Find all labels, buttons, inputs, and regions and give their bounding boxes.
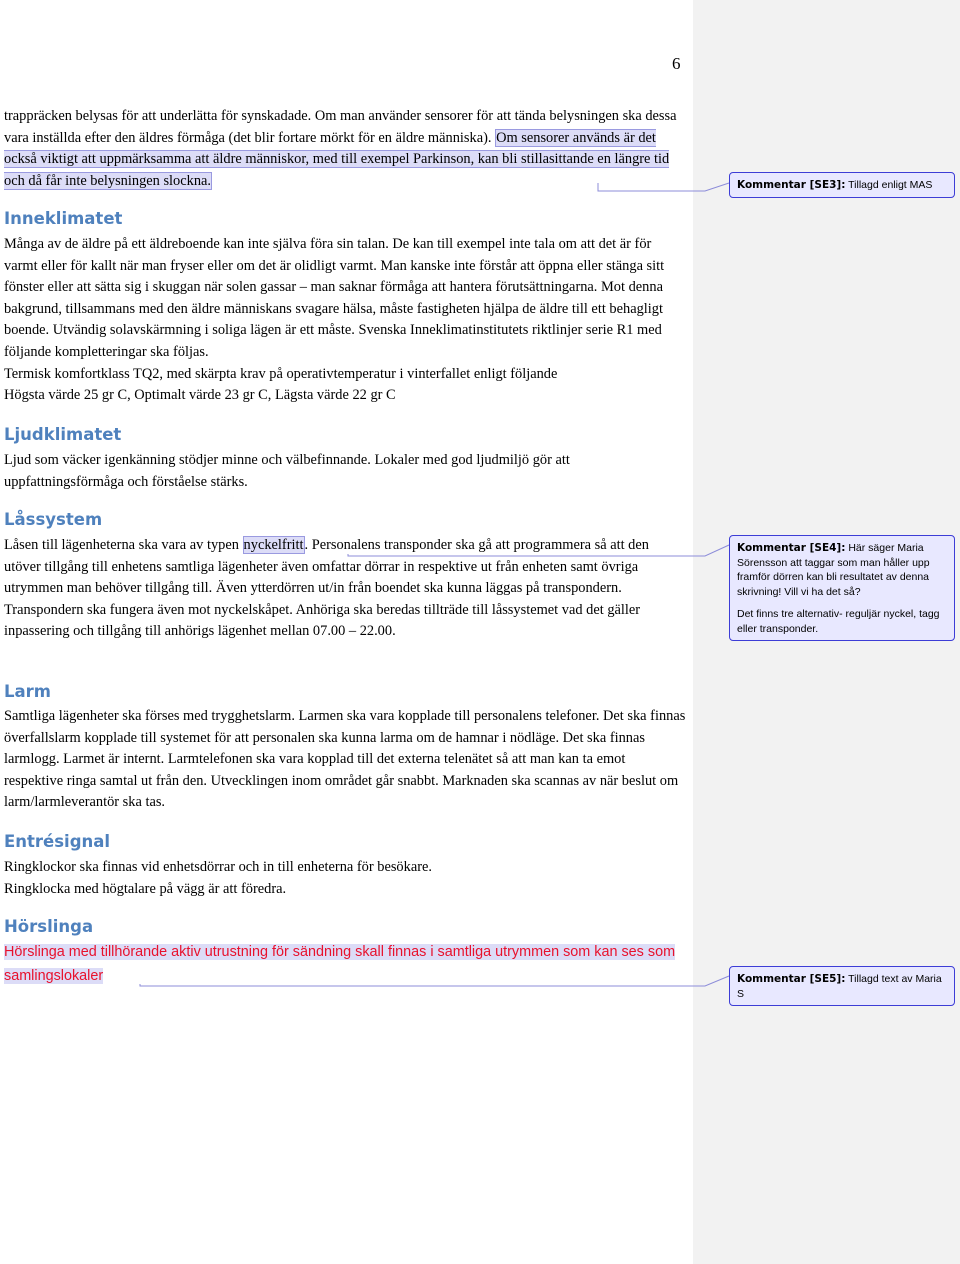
entresignal-paragraph <box>4 857 688 900</box>
comment-tag: Kommentar [SE5]: <box>737 973 846 985</box>
comment-text-2: Det finns tre alternativ- reguljär nyckel, tagg eller transponder. <box>737 608 940 635</box>
comment-se4[interactable] <box>729 535 955 641</box>
inneklimatet-text: Många av de äldre på ett äldreboende kan inte själva föra sin talan. De kan till exempel inte tala om att det är för varmt eller för kallt när man fryser eller om det är olidligt varmt. Man kanske inte förstår att öppna eller stänga sitt fönster eller att sätta sig i skuggan när solen gassar – man saknar förmåga att hantera förutsättningarna. Mot denna bakgrund, tillsammans med den äldre människans svagare hälsa, måste fastigheten hjälpa de äldre till ett behagligt boende. Utvändig solavskärmning i soliga lägen är ett måste. Svenska Inneklimatinstitutets riktlinjer serie R1 med följande kompletteringar ska följas. <box>4 236 665 360</box>
comment-tag: Kommentar [SE3]: <box>737 179 846 191</box>
inneklimatet-paragraph <box>4 234 688 407</box>
lassystem-paragraph <box>4 535 688 643</box>
heading-larm: Larm <box>4 682 51 701</box>
heading-horslinga: Hörslinga <box>4 917 94 936</box>
inneklimatet-line2: Termisk komfortklass TQ2, med skärpta krav på operativtemperatur i vinterfallet enligt följande <box>4 365 558 382</box>
horslinga-paragraph <box>4 941 688 988</box>
heading-entresignal: Entrésignal <box>4 832 111 851</box>
heading-lassystem: Låssystem <box>4 510 103 529</box>
comment-text: Här säger Maria Sörensson att taggar som man håller upp framför dörren kan bli resultatet av denna skrivning! Vill vi ha det så? <box>737 542 930 598</box>
heading-inneklimatet: Inneklimatet <box>4 209 123 228</box>
comment-se3[interactable] <box>729 172 955 198</box>
lassystem-highlight[interactable]: nyckelfritt <box>243 537 304 553</box>
lassystem-text-after: . Personalens transponder ska gå att programmera så att den utöver tillgång till enhetens samtliga lägenheter även omfattar dörrar in respektive ut från enheten samt övriga utrymmen man behöver tillgång till. Även ytterdörren ut/in från boendet ska kunna läggas på transpondern. Transpondern ska fungera även mot nyckelskåpet. Anhöriga ska beredas tillträde till låssystemet vad det gäller inpassering och tillgång till anhörigs lägenhet mellan 07.00 – 22.00. <box>4 537 649 640</box>
heading-ljudklimatet: Ljudklimatet <box>4 425 122 444</box>
comment-se5[interactable] <box>729 966 955 1006</box>
entresignal-line1: Ringklockor ska finnas vid enhetsdörrar och in till enheterna för besökare. <box>4 859 432 875</box>
intro-highlight[interactable]: Om sensorer används är det också viktigt att uppmärksamma att äldre människor, med till exempel Parkinson, kan bli stillasittande en längre tid och då får inte belysningen slockna. <box>4 129 670 189</box>
intro-text: trappräcken belysas för att underlätta för synskadade. Om man använder sensorer för att tända belysningen ska dessa vara inställda efter den äldres förmåga (det blir fortare mörkt för en äldre människa). <box>4 108 677 146</box>
horslinga-inserted-text[interactable]: Hörslinga med tillhörande aktiv utrustning för sändning skall finnas i samtliga utrymmen som kan ses som samlingslokaler <box>4 944 676 984</box>
lassystem-text-before: Låsen till lägenheterna ska vara av typen <box>4 537 243 553</box>
inneklimatet-line3: Högsta värde 25 gr C, Optimalt värde 23 gr C, Lägsta värde 22 gr C <box>4 387 396 404</box>
ljudklimatet-paragraph: Ljud som väcker igenkänning stödjer minne och välbefinnande. Lokaler med god ljudmiljö gör att uppfattningsförmåga och förståelse stärks. <box>4 452 570 490</box>
larm-paragraph: Samtliga lägenheter ska förses med trygghetslarm. Larmen ska vara kopplade till personalens telefoner. Det ska finnas överfallslarm kopplade till systemet för att personalen ska kunna larma om de hamnar i nödläge. Det ska finnas larmlogg. Larmet är internt. Larmtelefonen ska vara kopplad till det externa telenätet så att man kan ta emot respektive ringa samtal ut från den. Utvecklingen inom området går snabbt. Marknaden ska scannas av när beslut om larm/larmleverantör ska tas. <box>4 708 686 811</box>
comment-text: Tillagd enligt MAS <box>848 179 933 191</box>
comment-text: Tillagd text av Maria S <box>737 973 942 1000</box>
comment-tag: Kommentar [SE4]: <box>737 542 846 554</box>
page-number: 6 <box>672 54 681 73</box>
entresignal-line2: Ringklocka med högtalare på vägg är att föredra. <box>4 880 287 897</box>
intro-paragraph <box>4 106 688 192</box>
